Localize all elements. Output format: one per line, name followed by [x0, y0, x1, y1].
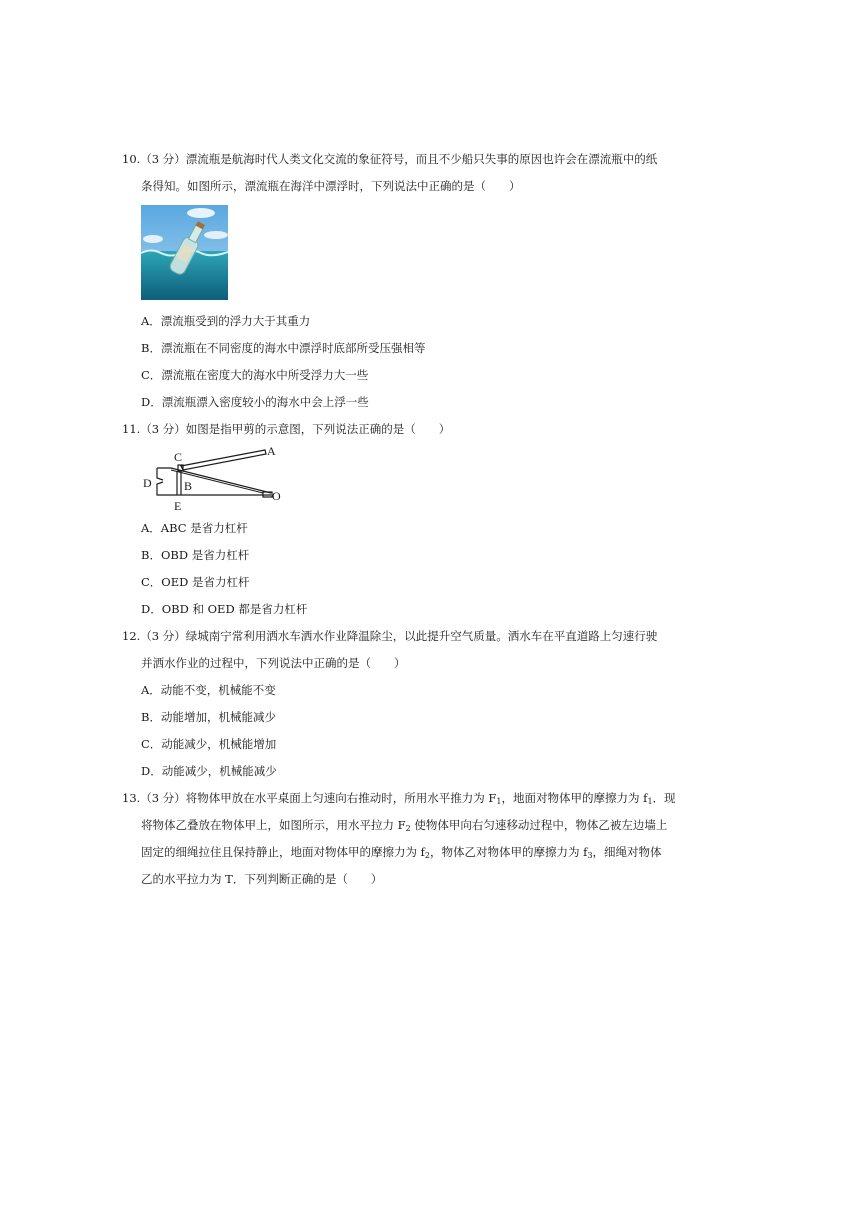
question-11-option-a: A．ABC 是省力杠杆: [141, 521, 248, 535]
question-12-option-d: D．动能减少，机械能减少: [141, 764, 277, 778]
question-11-text-1: 如图是指甲剪的示意图，下列说法正确的是（ ）: [185, 422, 451, 436]
question-10-stem-line2: 条得知。如图所示，漂流瓶在海洋中漂浮时，下列说法中正确的是（ ）: [141, 179, 521, 193]
question-13-stem-line3: [141, 844, 662, 864]
question-10-text-1: 漂流瓶是航海时代人类文化交流的象征符号，而且不少船只失事的原因也许会在漂流瓶中的纸: [185, 152, 658, 166]
label-d: D: [143, 476, 152, 490]
q13-l1-sub2: 1: [647, 797, 653, 806]
question-12-number: 12: [122, 629, 137, 643]
question-13-stem-line1: 13.（3 分）将物体甲放在水平桌面上匀速向右推动时，所用水平推力为 $F_1$，地面对物体甲的摩擦力为 $f_1$．现: [122, 791, 676, 806]
question-12-option-c: C．动能减少，机械能增加: [141, 737, 277, 751]
q13-l2-sub: 2: [405, 824, 411, 833]
question-10-option-d: D．漂流瓶漂入密度较小的海水中会上浮一些: [141, 395, 369, 409]
q13-l2a: 将物体乙叠放在物体甲上，如图所示，用水平拉力 F: [141, 818, 406, 832]
question-12-stem-line1: 12.（3 分）绿城南宁常利用洒水车洒水作业降温除尘，以此提升空气质量。洒水车在平直道路上匀速行驶: [122, 629, 658, 643]
q13-l3a: 固定的细绳拉住且保持静止，地面对物体甲的摩擦力为 f: [141, 845, 425, 859]
question-10-option-a: A．漂流瓶受到的浮力大于其重力: [141, 314, 311, 328]
q13-l1-sub1: 1: [496, 797, 502, 806]
question-12-text-1: 绿城南宁常利用洒水车洒水作业降温除尘，以此提升空气质量。洒水车在平直道路上匀速行驶: [185, 629, 658, 643]
question-11-option-b: B．OBD 是省力杠杆: [141, 548, 250, 562]
q13-l3c: ，细绳对物体: [592, 845, 662, 859]
question-13-score: （3 分）: [140, 791, 186, 805]
question-10-option-c: C．漂流瓶在密度大的海水中所受浮力大一些: [141, 368, 369, 382]
label-b: B: [184, 479, 193, 493]
label-a: A: [267, 444, 276, 458]
label-c: C: [174, 450, 183, 464]
nail-clipper-diagram: [141, 444, 286, 514]
q13-l1c: ．现: [652, 791, 676, 805]
question-10-number: 10: [122, 152, 137, 166]
q13-l3-sub2: 3: [587, 851, 593, 860]
bottle-in-sea-photo: [141, 205, 228, 300]
question-11-stem-line1: 11.（3 分）如图是指甲剪的示意图，下列说法正确的是（ ）: [122, 422, 451, 436]
q13-l1a: 将物体甲放在水平桌面上匀速向右推动时，所用水平推力为 F: [185, 791, 497, 805]
question-12-option-b: B．动能增加，机械能减少: [141, 710, 276, 724]
question-11-score: （3 分）: [140, 422, 186, 436]
question-13-number: 13: [122, 791, 137, 805]
question-10-stem-line1: 10.（3 分）漂流瓶是航海时代人类文化交流的象征符号，而且不少船只失事的原因也许会在漂流瓶中的纸: [122, 152, 658, 166]
question-10-score: （3 分）: [140, 152, 186, 166]
question-13-stem-line4: 乙的水平拉力为 T．下列判断正确的是（ ）: [141, 872, 383, 886]
q13-l3-sub1: 2: [424, 851, 431, 860]
question-12-stem-line2: 并洒水作业的过程中，下列说法中正确的是（ ）: [141, 656, 406, 670]
question-13-stem-line2: [141, 817, 667, 837]
question-11-option-d: D．OBD 和 OED 都是省力杠杆: [141, 602, 308, 616]
question-12-score: （3 分）: [140, 629, 186, 643]
q13-l3b: ，物体乙对物体甲的摩擦力为 f: [430, 845, 588, 859]
q13-l1b: ，地面对物体甲的摩擦力为 f: [501, 791, 648, 805]
question-11-number: 11: [122, 422, 137, 436]
q13-l2b: 使物体甲向右匀速移动过程中，物体乙被左边墙上: [410, 818, 668, 832]
label-e: E: [174, 499, 182, 513]
question-11-option-c: C．OED 是省力杠杆: [141, 575, 250, 589]
question-10-option-b: B．漂流瓶在不同密度的海水中漂浮时底部所受压强相等: [141, 341, 426, 355]
label-o: O: [272, 489, 281, 503]
question-12-option-a: A．动能不变，机械能不变: [141, 683, 276, 697]
